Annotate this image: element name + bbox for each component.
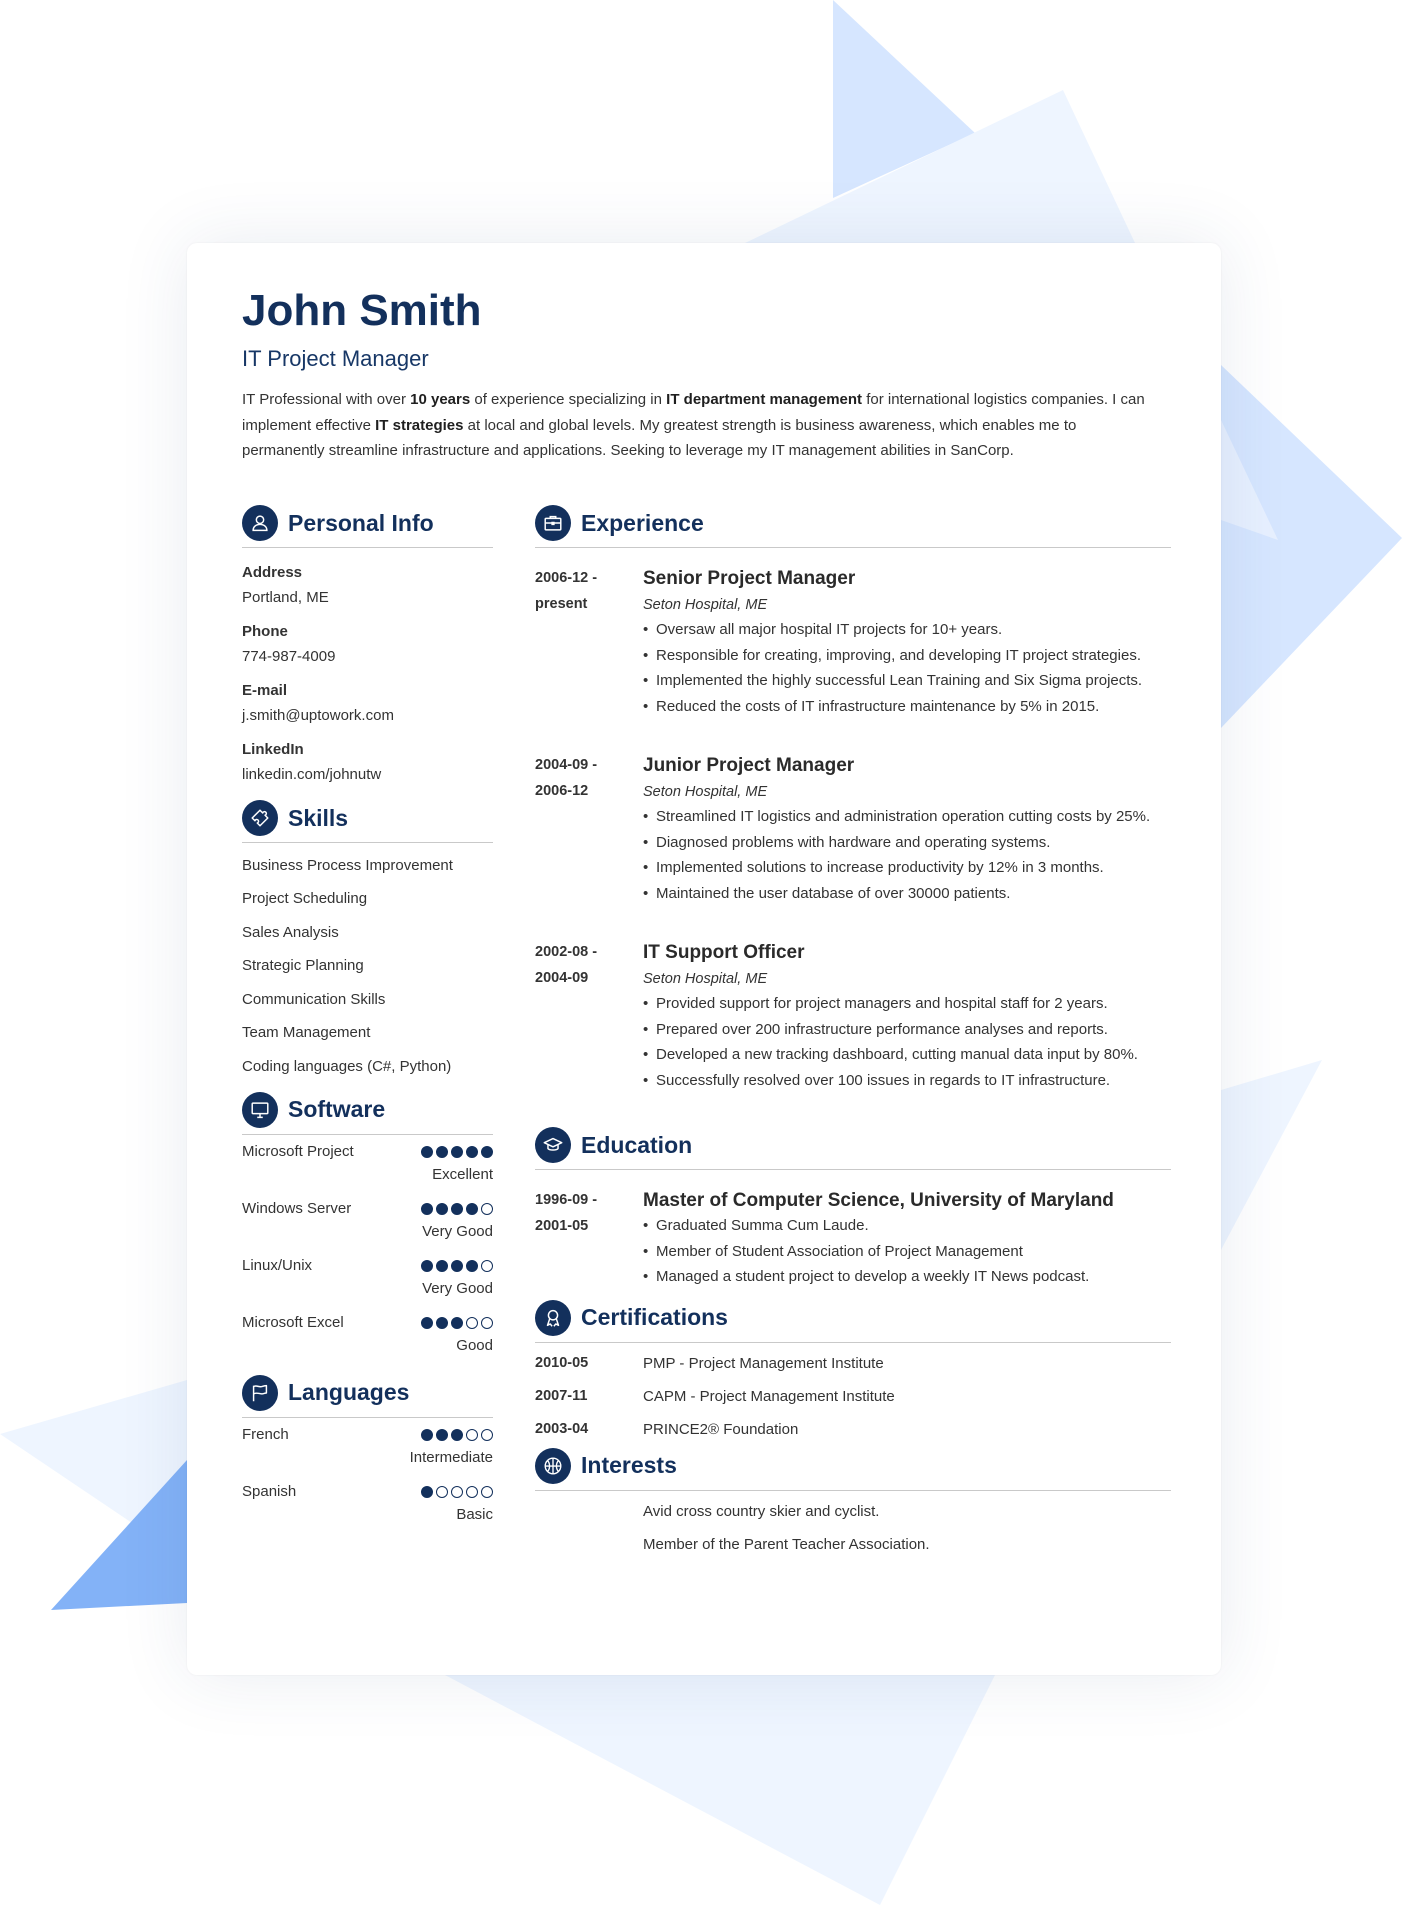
experience-section — [535, 505, 1171, 1093]
rating-row — [242, 1475, 493, 1532]
section-title: Skills — [288, 804, 349, 831]
entry-body — [643, 753, 1171, 906]
entry-bullets — [643, 1213, 1171, 1290]
rating-dot-filled — [436, 1317, 448, 1329]
rating-level: Excellent — [432, 1165, 493, 1183]
entry-place: Seton Hospital, ME — [643, 784, 768, 800]
certification-row — [535, 1347, 1171, 1380]
section-header — [535, 1448, 1171, 1491]
entry-bullets — [643, 804, 1171, 906]
entry-title: Senior Project Manager — [643, 568, 856, 589]
summary-text: of experience specializing in — [470, 391, 667, 408]
section-title: Personal Info — [288, 509, 434, 536]
entry-date: 1996-09 - 2001-05 — [535, 1192, 598, 1234]
languages-list — [242, 1418, 493, 1532]
entry-title: Master of Computer Science, University of Maryland — [643, 1190, 1114, 1211]
rating-level: Good — [456, 1336, 493, 1354]
rating-level: Very Good — [422, 1279, 493, 1297]
rating-name: Microsoft Excel — [242, 1313, 344, 1331]
rating-name: Microsoft Project — [242, 1142, 354, 1160]
rating-dots — [421, 1486, 493, 1498]
bullet-item: • Graduated Summa Cum Laude. — [643, 1213, 1171, 1239]
entry-date: 2002-08 - 2004-09 — [535, 944, 598, 986]
entry-body — [643, 940, 1171, 1093]
basketball-icon — [535, 1448, 571, 1484]
rating-dot-filled — [421, 1203, 433, 1215]
bullet-item: • Member of Student Association of Project Management — [643, 1239, 1171, 1265]
section-header — [535, 1300, 1171, 1343]
section-header — [242, 1375, 493, 1418]
certification-date: 2010-05 — [535, 1354, 589, 1371]
bullet-item: • Managed a student project to develop a weekly IT News podcast. — [643, 1264, 1171, 1290]
skills-list — [242, 855, 493, 1078]
section-title: Interests — [581, 1452, 677, 1478]
languages-section — [242, 1375, 493, 1532]
rating-name: Spanish — [242, 1482, 297, 1500]
bullet-item: • Successfully resolved over 100 issues in regards to IT infrastructure. — [643, 1068, 1171, 1094]
skill-item: Sales Analysis — [242, 923, 339, 941]
rating-dot-empty — [481, 1486, 493, 1498]
rating-dot-filled — [436, 1203, 448, 1215]
certification-name: PMP - Project Management Institute — [643, 1354, 884, 1372]
bullet-item: • Reduced the costs of IT infrastructure maintenance by 5% in 2015. — [643, 694, 1171, 720]
entry-place: Seton Hospital, ME — [643, 597, 768, 613]
rating-dots — [421, 1260, 493, 1272]
skill-item: Strategic Planning — [242, 957, 364, 974]
bullet-item: • Implemented the highly successful Lean Training and Six Sigma projects. — [643, 668, 1171, 694]
education-list — [535, 1188, 1171, 1290]
left-column — [242, 505, 493, 1532]
interests-section — [535, 1448, 1171, 1561]
rating-dot-filled — [421, 1260, 433, 1272]
monitor-icon — [242, 1092, 278, 1128]
summary-text: for international logistics companies. I can implement effective — [242, 391, 1145, 434]
entry-date: 2006-12 - present — [535, 570, 598, 612]
section-header — [535, 1127, 1171, 1170]
rating-dot-empty — [466, 1429, 478, 1441]
section-title: Experience — [581, 509, 704, 536]
interests-list — [535, 1495, 1171, 1561]
graduation-cap-icon — [535, 1127, 571, 1163]
section-header — [242, 800, 493, 843]
entry-place: Seton Hospital, ME — [643, 971, 768, 987]
section-title: Software — [288, 1096, 386, 1122]
right-column — [535, 505, 1171, 1561]
rating-level: Basic — [456, 1505, 493, 1523]
rating-row — [242, 1249, 493, 1306]
bullet-item: • Implemented solutions to increase productivity by 12% in 3 months. — [643, 855, 1171, 881]
rating-row — [242, 1135, 493, 1192]
bullet-item: • Oversaw all major hospital IT projects for 10+ years. — [643, 617, 1171, 643]
info-item-linkedin — [242, 739, 493, 786]
rating-name: French — [242, 1425, 289, 1443]
education-section — [535, 1127, 1171, 1290]
rating-dot-filled — [421, 1486, 433, 1498]
certification-row — [535, 1413, 1171, 1446]
info-value: Portland, ME — [242, 589, 329, 606]
rating-dot-filled — [451, 1260, 463, 1272]
rating-dot-filled — [436, 1429, 448, 1441]
entry-body — [643, 566, 1171, 719]
skill-item: Coding languages (C#, Python) — [242, 1057, 452, 1075]
puzzle-icon — [242, 800, 278, 836]
skills-section — [242, 800, 493, 1078]
rating-row — [242, 1306, 493, 1363]
summary-text: at local and global levels. My greatest strength is business awareness, which enables me to permanently streamline infrastructure and applications. Seeking to leverage my IT management abilities in SanCorp. — [242, 416, 1077, 459]
rating-dot-filled — [436, 1146, 448, 1158]
section-title: Languages — [288, 1379, 410, 1405]
skill-item: Project Scheduling — [242, 890, 368, 907]
certifications-section — [535, 1300, 1171, 1446]
rating-row — [242, 1418, 493, 1475]
bullet-item: • Provided support for project managers and hospital staff for 2 years. — [643, 991, 1171, 1017]
section-title: Education — [581, 1131, 693, 1158]
bullet-item: • Maintained the user database of over 30000 patients. — [643, 881, 1171, 907]
rating-dot-empty — [451, 1486, 463, 1498]
summary-text: IT Professional with over — [242, 391, 411, 408]
experience-entry — [535, 940, 1171, 1093]
section-header — [535, 505, 1171, 548]
rating-row — [242, 1192, 493, 1249]
personal-info-section — [242, 505, 493, 786]
candidate-name: John Smith — [242, 286, 482, 335]
rating-name: Windows Server — [242, 1199, 352, 1217]
entry-title: Junior Project Manager — [643, 755, 855, 776]
skill-item: Team Management — [242, 1024, 371, 1041]
entry-body — [643, 1188, 1171, 1290]
user-icon — [242, 505, 278, 541]
rating-dots — [421, 1146, 493, 1158]
rating-dot-filled — [451, 1429, 463, 1441]
rating-dots — [421, 1429, 493, 1441]
bg-triangle-right — [1221, 365, 1402, 728]
certification-name: CAPM - Project Management Institute — [643, 1387, 895, 1405]
rating-dot-filled — [451, 1203, 463, 1215]
certification-date: 2003-04 — [535, 1420, 589, 1437]
bullet-item: • Developed a new tracking dashboard, cutting manual data input by 80%. — [643, 1042, 1171, 1068]
skill-item: Business Process Improvement — [242, 856, 453, 874]
summary-highlight: IT strategies — [375, 416, 464, 434]
bg-triangle-bottom — [445, 1675, 995, 1905]
rating-level: Very Good — [422, 1222, 493, 1240]
bg-triangle-right-lower — [1221, 1060, 1322, 1250]
briefcase-icon — [535, 505, 571, 541]
entry-bullets — [643, 617, 1171, 719]
rating-dot-empty — [481, 1260, 493, 1272]
candidate-title: IT Project Manager — [242, 346, 429, 371]
rating-dot-empty — [466, 1317, 478, 1329]
rating-dot-empty — [481, 1429, 493, 1441]
rating-dots — [421, 1203, 493, 1215]
summary-paragraph — [242, 387, 1162, 464]
rating-dot-filled — [421, 1146, 433, 1158]
award-icon — [535, 1300, 571, 1336]
section-header — [242, 1092, 493, 1135]
info-label: Address — [242, 564, 303, 581]
rating-dot-empty — [481, 1203, 493, 1215]
info-value: j.smith@uptowork.com — [242, 707, 394, 724]
section-header — [242, 505, 493, 548]
experience-list — [535, 566, 1171, 1093]
bullet-item: • Streamlined IT logistics and administration operation cutting costs by 25%. — [643, 804, 1171, 830]
resume-card — [187, 243, 1221, 1675]
rating-dot-filled — [481, 1146, 493, 1158]
personal-info-list — [242, 562, 493, 786]
entry-bullets — [643, 991, 1171, 1093]
rating-dots — [421, 1317, 493, 1329]
rating-dot-filled — [466, 1260, 478, 1272]
rating-dot-filled — [421, 1317, 433, 1329]
info-item-address — [242, 562, 493, 609]
rating-dot-filled — [451, 1317, 463, 1329]
rating-dot-filled — [466, 1146, 478, 1158]
certification-name: PRINCE2® Foundation — [643, 1420, 799, 1438]
section-title: Certifications — [581, 1304, 728, 1330]
rating-dot-empty — [466, 1486, 478, 1498]
experience-entry — [535, 753, 1171, 906]
info-item-email — [242, 680, 493, 727]
info-value: 774-987-4009 — [242, 648, 336, 665]
education-entry — [535, 1188, 1171, 1290]
info-label: E-mail — [242, 682, 288, 699]
rating-dot-filled — [421, 1429, 433, 1441]
flag-icon — [242, 1375, 278, 1411]
rating-level: Intermediate — [409, 1448, 493, 1466]
experience-entry — [535, 566, 1171, 719]
certifications-list — [535, 1347, 1171, 1446]
certification-row — [535, 1380, 1171, 1413]
rating-dot-empty — [481, 1317, 493, 1329]
info-label: LinkedIn — [242, 741, 304, 758]
interest-item: Avid cross country skier and cyclist. — [643, 1502, 880, 1520]
bullet-item: • Responsible for creating, improving, and developing IT project strategies. — [643, 643, 1171, 669]
bullet-item: • Prepared over 200 infrastructure performance analyses and reports. — [643, 1017, 1171, 1043]
skill-item: Communication Skills — [242, 990, 386, 1008]
summary-highlight: IT department management — [666, 391, 863, 408]
rating-dot-filled — [451, 1146, 463, 1158]
resume-header — [242, 283, 1168, 464]
summary-highlight: 10 years — [410, 391, 471, 408]
entry-title: IT Support Officer — [643, 942, 805, 963]
software-list — [242, 1135, 493, 1363]
entry-date: 2004-09 - 2006-12 — [535, 757, 598, 799]
rating-dot-filled — [436, 1260, 448, 1272]
rating-dot-empty — [436, 1486, 448, 1498]
rating-dot-filled — [466, 1203, 478, 1215]
info-value: linkedin.com/johnutw — [242, 766, 382, 783]
info-item-phone — [242, 621, 493, 668]
rating-name: Linux/Unix — [242, 1256, 313, 1274]
info-label: Phone — [242, 623, 288, 640]
interest-row — [535, 1495, 1171, 1528]
bullet-item: • Diagnosed problems with hardware and operating systems. — [643, 830, 1171, 856]
certification-date: 2007-11 — [535, 1387, 588, 1404]
software-section — [242, 1092, 493, 1363]
interest-item: Member of the Parent Teacher Association. — [643, 1535, 930, 1553]
interest-row — [535, 1528, 1171, 1561]
